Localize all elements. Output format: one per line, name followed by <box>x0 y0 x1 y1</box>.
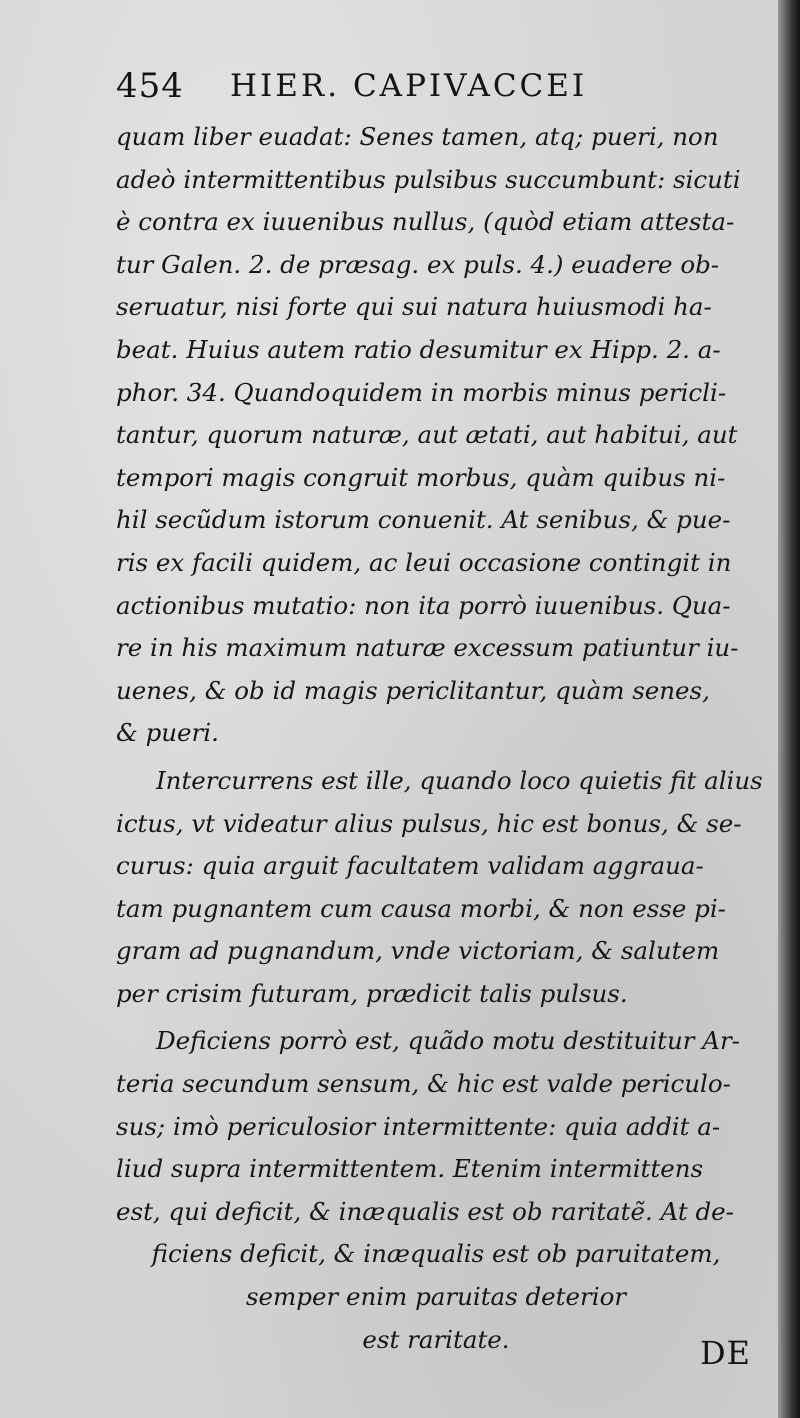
text-line: phor. 34. Quandoquidem in morbis minus pericli- <box>116 377 727 407</box>
text-line: ris ex facili quidem, ac leui occasione contingit in <box>116 547 732 577</box>
page-number: 454 <box>116 66 184 106</box>
text-line: teria secundum sensum, & hic est valde periculo- <box>116 1069 731 1099</box>
text-line: sus; imò periculosior intermittente: quia addit a- <box>116 1111 721 1141</box>
catchword: DE <box>700 1334 752 1372</box>
text-line: & pueri. <box>116 718 219 748</box>
text-line: ficiens deficit, & inæqualis est ob paruitatem, <box>151 1239 721 1269</box>
text-line: adeò intermittentibus pulsibus succumbunt: sicuti <box>116 164 741 194</box>
text-line: re in his maximum naturæ excessum patiuntur iu- <box>116 633 739 663</box>
text-line: hil secũdum istorum conuenit. At senibus, & pue- <box>116 505 731 535</box>
text-line: est raritate. <box>362 1324 510 1354</box>
text-line: actionibus mutatio: non ita porrò iuuenibus. Qua- <box>116 590 731 620</box>
text-line: tur Galen. 2. de præsag. ex puls. 4.) euadere ob- <box>116 249 720 279</box>
text-line: Intercurrens est ille, quando loco quietis fit alius <box>156 765 763 795</box>
text-line: liud supra intermittentem. Etenim intermittens <box>116 1154 704 1184</box>
text-line: curus: quia arguit facultatem validam aggraua- <box>116 851 704 881</box>
body-text <box>116 116 766 1361</box>
text-line: tempori magis congruit morbus, quàm quibus ni- <box>116 462 726 492</box>
text-line: tantur, quorum naturæ, aut ætati, aut habitui, aut <box>116 420 738 450</box>
page-edge <box>778 0 800 1418</box>
text-line: uenes, & ob id magis periclitantur, quàm senes, <box>116 675 710 705</box>
text-line: Deficiens porrò est, quãdo motu destituitur Ar- <box>156 1026 740 1056</box>
text-line: tam pugnantem cum causa morbi, & non esse pi- <box>116 893 726 923</box>
text-line: è contra ex iuuenibus nullus, (quòd etiam attesta- <box>116 207 735 237</box>
text-line: per crisim futuram, prædicit talis pulsus. <box>116 978 628 1008</box>
text-line: ictus, vt videatur alius pulsus, hic est bonus, & se- <box>116 808 742 838</box>
text-line: beat. Huius autem ratio desumitur ex Hipp. 2. a- <box>116 334 721 364</box>
running-head <box>116 66 676 114</box>
header-title: HIER. CAPIVACCEI <box>230 68 588 104</box>
text-line: seruatur, nisi forte qui sui natura huiusmodi ha- <box>116 292 712 322</box>
text-line: semper enim paruitas deterior <box>245 1282 627 1312</box>
text-line: est, qui deficit, & inæqualis est ob raritatẽ. At de- <box>116 1196 734 1226</box>
text-line: gram ad pugnandum, vnde victoriam, & salutem <box>116 936 720 966</box>
text-line: quam liber euadat: Senes tamen, atq; pueri, non <box>116 122 719 151</box>
